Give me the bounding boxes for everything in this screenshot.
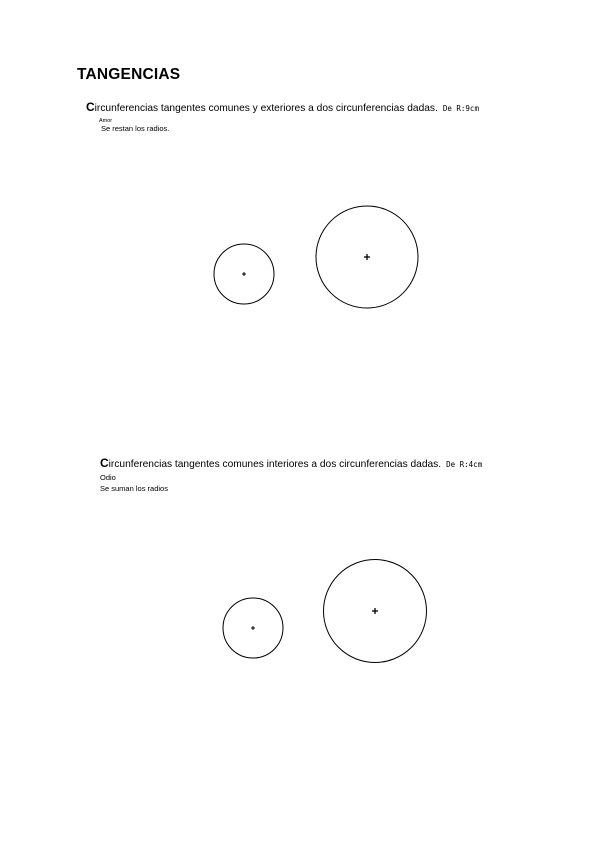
section-1-tag: Amor xyxy=(99,118,113,124)
section-1-heading-text: ircunferencias tangentes comunes y exteriores a dos circunferencias dadas. xyxy=(94,103,438,114)
section-1-heading-initial: C xyxy=(86,100,95,114)
section-1-radius-label: De R:9cm xyxy=(442,104,479,113)
section-2-heading-initial: C xyxy=(100,456,109,470)
section-2-large-circle xyxy=(324,560,427,663)
section-2-note: Se suman los radios xyxy=(100,484,168,493)
section-2-small-center-mark xyxy=(251,626,255,630)
section-2-tag: Odio xyxy=(100,473,116,482)
section-2-heading-text: ircunferencias tangentes comunes interiores a dos circunferencias dadas. xyxy=(108,459,442,470)
section-2-large-center-mark xyxy=(372,608,378,614)
section-1-note: Se restan los radios. xyxy=(101,124,170,133)
section-2-small-circle xyxy=(223,598,283,658)
page-title: TANGENCIAS xyxy=(77,66,181,83)
section-2-radius-label: De R:4cm xyxy=(446,460,483,469)
